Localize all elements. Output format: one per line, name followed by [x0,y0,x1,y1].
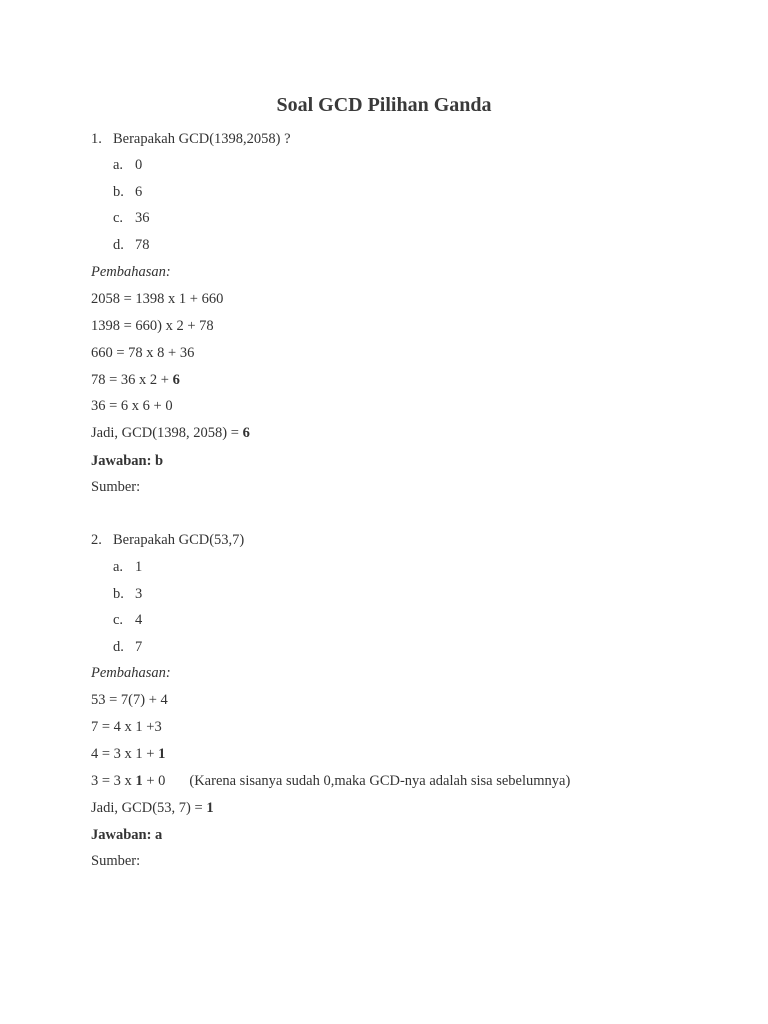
option-text: 7 [135,639,143,655]
answer: Jawaban: b [91,453,164,469]
answer: Jawaban: a [91,827,163,843]
step-quotient: 1 [135,773,143,789]
option-b [113,585,142,603]
option-b [113,183,142,201]
option-c [113,209,150,227]
option-d [113,638,142,656]
step-note: (Karena sisanya sudah 0,maka GCD-nya adalah sisa sebelumnya) [189,773,571,789]
step-text: 3 = 3 x [91,773,136,789]
discussion-label: Pembahasan: [91,665,171,681]
step-line [91,371,180,389]
option-text: 36 [135,210,150,226]
document-title: Soal GCD Pilihan Ganda [276,94,492,116]
discussion-label: Pembahasan: [91,264,171,280]
source-label: Sumber: [91,853,141,869]
step-line: 2058 = 1398 x 1 + 660 [91,291,224,307]
question-text: Berapakah GCD(1398,2058) ? [113,131,291,147]
option-letter: a. [113,559,124,575]
option-letter: d. [113,639,124,655]
step-line [91,745,165,763]
conclusion-value: 1 [206,800,214,816]
step-line [91,772,570,790]
option-letter: b. [113,586,124,602]
conclusion-text: Jadi, GCD(53, 7) = [91,800,207,816]
step-text-after: + 0 [142,773,166,789]
option-letter: a. [113,157,124,173]
conclusion [91,799,214,817]
conclusion-value: 6 [242,425,250,441]
question-2 [91,531,244,549]
step-line: 1398 = 660) x 2 + 78 [91,318,214,334]
option-text: 78 [135,237,150,253]
step-text: 78 = 36 x 2 + [91,372,173,388]
step-remainder: 6 [172,372,180,388]
option-text: 3 [135,586,143,602]
step-line: 36 = 6 x 6 + 0 [91,398,173,414]
option-letter: d. [113,237,124,253]
step-text: 4 = 3 x 1 + [91,746,159,762]
option-text: 0 [135,157,143,173]
option-letter: b. [113,184,124,200]
option-a [113,156,142,174]
step-line: 53 = 7(7) + 4 [91,692,168,708]
step-line: 7 = 4 x 1 +3 [91,719,162,735]
source-label: Sumber: [91,479,141,495]
option-c [113,611,142,629]
question-number: 1. [91,131,102,147]
question-text: Berapakah GCD(53,7) [113,532,245,548]
option-a [113,558,142,576]
option-letter: c. [113,210,124,226]
conclusion-text: Jadi, GCD(1398, 2058) = [91,425,243,441]
conclusion [91,424,250,442]
step-remainder: 1 [158,746,166,762]
question-1 [91,130,291,148]
option-text: 1 [135,559,143,575]
option-d [113,236,150,254]
step-line: 660 = 78 x 8 + 36 [91,345,195,361]
option-text: 4 [135,612,143,628]
option-letter: c. [113,612,124,628]
option-text: 6 [135,184,143,200]
question-number: 2. [91,532,102,548]
